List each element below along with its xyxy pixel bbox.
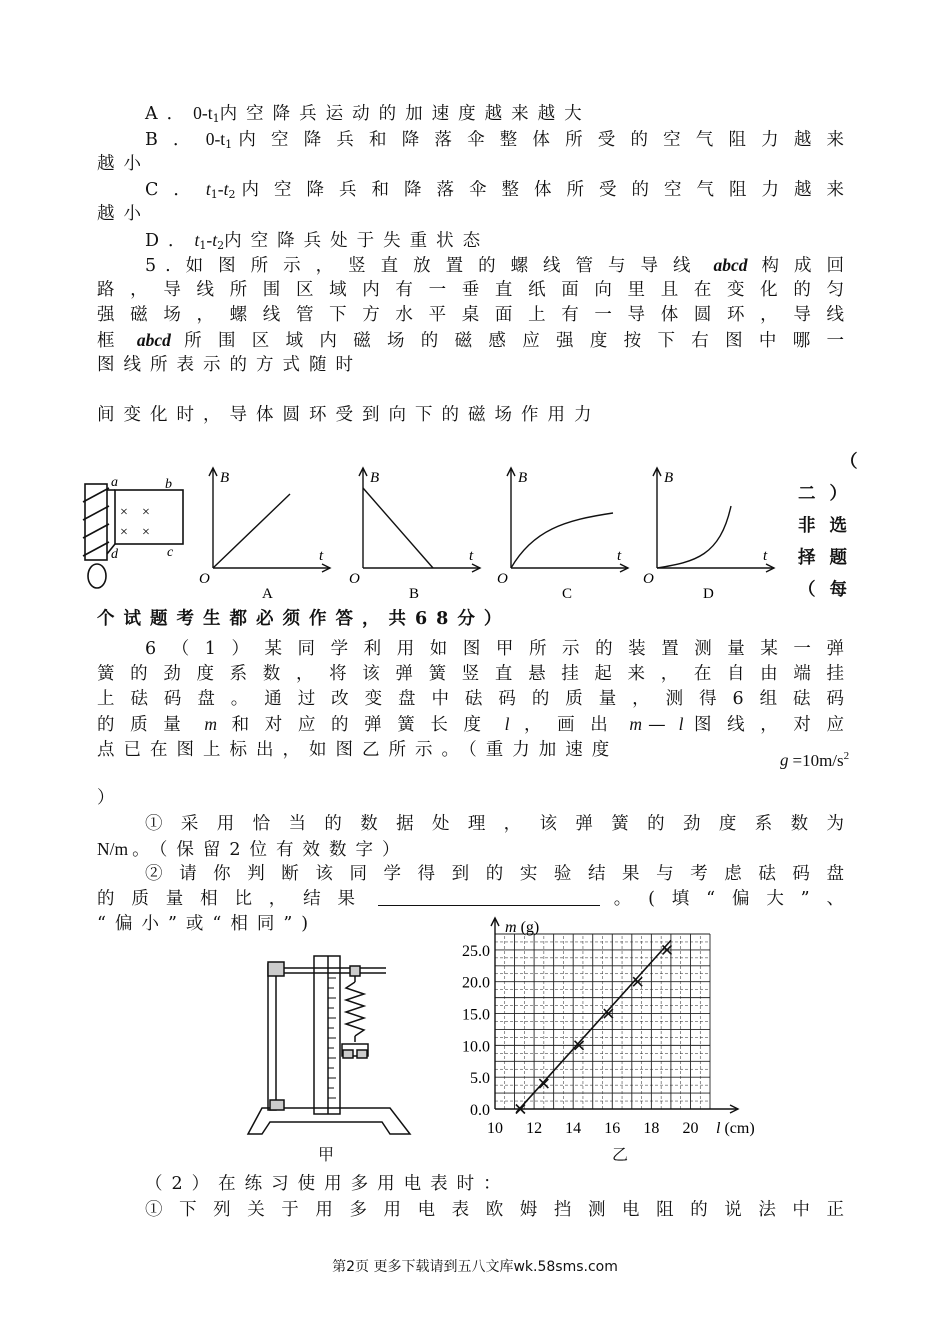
x-tick-label: 18 (643, 1120, 660, 1137)
q4-option-b: B．$0-t_1$内空降兵和降落伞整体所受的空气阻力越来 (145, 129, 853, 151)
q5-line-5: 图线所表示的方式随时 (97, 355, 362, 375)
y-tick-label: 5.0 (470, 1070, 490, 1088)
graph-a-origin: O (199, 571, 210, 587)
y-axis-label: m (g) (505, 919, 540, 936)
x-tick-label: 16 (604, 1120, 621, 1137)
graph-d-origin: O (643, 571, 654, 587)
field-cross: × (142, 505, 150, 520)
q5-line-3: 强磁场，螺线管下方水平桌面上有一导体圆环，导线 (97, 305, 853, 325)
section2-side-1: （ (840, 452, 872, 472)
corner-b: b (165, 477, 172, 492)
graph-c-origin: O (497, 571, 508, 587)
q5-figure (75, 458, 795, 608)
q4-option-c: C．$t_1-t_2$内空降兵和降落伞整体所受的空气阻力越来 (145, 179, 854, 201)
y-tick-label: 10.0 (462, 1038, 490, 1056)
page-footer: 第2页 更多下载请到五八文库wk.58sms.com (332, 1259, 618, 1275)
corner-a: a (111, 475, 118, 490)
q4-option-d: D．$t_1-t_2$内空降兵处于失重状态 (145, 230, 490, 252)
y-tick-label: 0.0 (470, 1102, 490, 1119)
x-axis-label: l (cm) (716, 1120, 755, 1137)
q6-sub1-line-2: N/m 。（保留2位有效数字） (97, 839, 409, 860)
graph-d-t-axis: t (763, 548, 768, 564)
section2-side-5: （每 (798, 580, 861, 600)
solenoid-diagram (83, 484, 183, 588)
graph-b-t-axis: t (469, 548, 474, 564)
graph-b-origin: O (349, 571, 360, 587)
y-tick-label: 25.0 (462, 942, 490, 960)
spring-apparatus-figure (240, 948, 420, 1168)
corner-d: d (111, 547, 118, 562)
q6-2-line-2: ①下列关于用多用电表欧姆挡测电阻的说法中正 (145, 1200, 853, 1220)
x-tick-label: 12 (526, 1120, 543, 1137)
q6-line-3: 上砝码盘。通过改变盘中砝码的质量，测得6组砝码 (97, 689, 853, 709)
q6-line-4: 的质量 m 和对应的弹簧长度 l ，画出 m — l 图线，对应 (97, 714, 854, 735)
y-tick-label: 20.0 (462, 974, 490, 992)
q5-line-2: 路，导线所围区域内有一垂直纸面向里且在变化的匀 (97, 280, 853, 300)
graph-c-t-axis: t (617, 548, 622, 564)
section2-side-4: 择题 (798, 548, 861, 568)
field-cross: × (120, 505, 128, 520)
field-cross: × (120, 525, 128, 540)
graph-c-b-axis: B (518, 470, 528, 486)
graph-a-label: A (262, 586, 273, 602)
q6-sub2-line-3: “偏小”或“相同”) (97, 914, 318, 934)
section2-heading: 个试题考生都必须作答，共68分） (97, 609, 511, 629)
graph-b-b-axis: B (370, 470, 380, 486)
q6-sub2-line-1: ②请你判断该同学得到的实验结果与考虑砝码盘 (145, 864, 853, 884)
figure-jia-label: 甲 (318, 1145, 335, 1164)
q6-line-1: 6（1）某同学利用如图甲所示的装置测量某一弹 (145, 639, 853, 659)
x-tick-label: 10 (487, 1120, 503, 1137)
y-tick-label: 15.0 (462, 1006, 490, 1024)
field-cross: × (142, 525, 150, 540)
x-tick-label: 20 (682, 1120, 699, 1137)
graph-a-t-axis: t (319, 548, 324, 564)
q5-line-6: 间变化时，导体圆环受到向下的磁场作用力 (97, 405, 601, 425)
x-tick-label: 14 (565, 1120, 582, 1137)
section2-side-3: 非选 (798, 516, 861, 536)
graph-c-label: C (562, 586, 573, 602)
section2-side-2: 二） (798, 484, 861, 504)
graph-b-label: B (409, 586, 420, 602)
q6-line-2: 簧的劲度系数，将该弹簧竖直悬挂起来，在自由端挂 (97, 664, 853, 684)
q6-2-line-1: （2）在练习使用多用电表时： (145, 1174, 510, 1194)
q6-sub1-line-1: ①采用恰当的数据处理，该弹簧的劲度系数为 (145, 814, 853, 834)
q4-option-c-cont: 越小 (97, 204, 150, 224)
figure-yi-label: 乙 (612, 1145, 629, 1164)
q4-option-a: A．$0-t_1$内空降兵运动的加速度越来越大 (145, 103, 591, 125)
graph-d-label: D (703, 586, 714, 602)
q5-line-4: 框 abcd 所围区域内磁场的磁感应强度按下右图中哪一 (97, 330, 854, 351)
graph-a-b-axis: B (220, 470, 230, 486)
q6-sub2-line-2: 的质量相比，结果 。(填“偏大”、 (97, 889, 853, 909)
q6-line-5: 点已在图上标出，如图乙所示。（重力加速度 (97, 740, 619, 760)
graph-d-b-axis: B (664, 470, 674, 486)
m-l-chart (440, 916, 770, 1141)
q5-line-1: 5.如图所示，竖直放置的螺线管与导线 abcd 构成回 (145, 255, 853, 276)
corner-c: c (167, 545, 174, 560)
answer-blank[interactable] (378, 887, 600, 906)
gravity-value: $g =10m/s^2$ (780, 750, 850, 770)
q4-option-b-cont: 越小 (97, 154, 150, 174)
q6-close-paren: ） (97, 788, 124, 808)
